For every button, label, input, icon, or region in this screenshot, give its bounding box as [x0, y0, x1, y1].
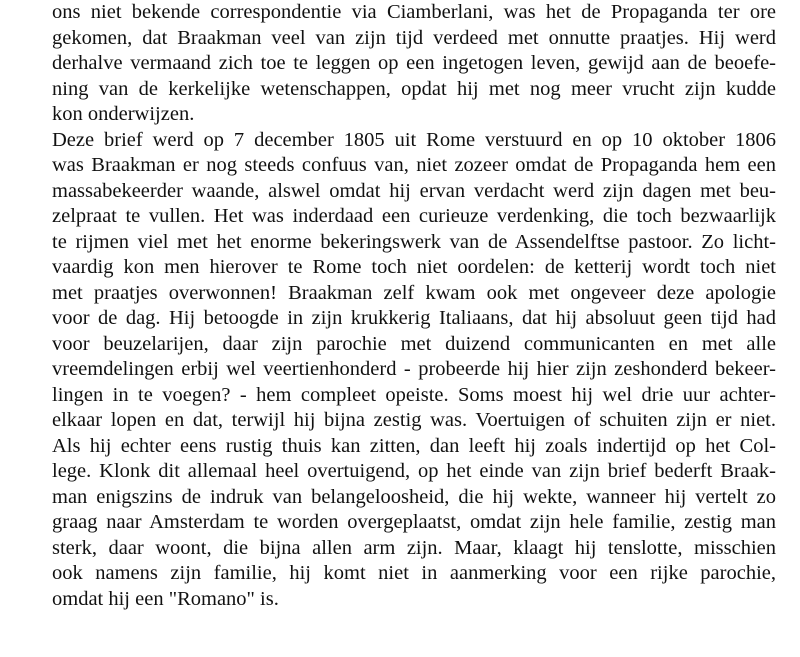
text-line: ning van de kerkelijke wetenschappen, opdat hij met nog meer vrucht zijn kudde	[52, 77, 776, 100]
text-line: massabekeerder waande, alswel omdat hij ervan verdacht werd zijn dagen met beu-	[52, 179, 776, 202]
text-line: graag naar Amsterdam te worden overgeplaatst, omdat zijn hele familie, zestig man	[52, 511, 776, 533]
text-line: kon onderwijzen.	[52, 103, 195, 125]
text-line: met praatjes overwonnen! Braakman zelf kwam ook met ongeveer deze apologie	[52, 281, 776, 304]
text-line: zelpraat te vullen. Het was inderdaad een curieuze verdenking, die toch bezwaarlijk	[52, 205, 776, 227]
text-line: voor de dag. Hij betoogde in zijn krukkerig Italiaans, dat hij absoluut geen tijd had	[52, 307, 776, 329]
text-line: derhalve vermaand zich toe te leggen op een ingetogen leven, gewijd aan de beoefe-	[52, 52, 776, 74]
text-line: vreemdelingen erbij wel veertienhonderd - probeerde hij hier zijn zeshonderd bekeer-	[52, 358, 776, 380]
text-line: omdat hij een "Romano" is.	[52, 587, 279, 610]
text-line: ook namens zijn familie, hij komt niet in aanmerking voor een rijke parochie,	[52, 562, 776, 584]
text-line: was Braakman er nog steeds confuus van, niet zozeer omdat de Propaganda hem een	[52, 154, 776, 176]
text-line: te rijmen viel met het enorme bekeringswerk van de Assendelftse pastoor. Zo licht-	[52, 230, 776, 253]
text-line: voor beuzelarijen, daar zijn parochie met duizend communicanten en met alle	[52, 332, 776, 355]
text-line: elkaar lopen en dat, terwijl hij bijna zestig was. Voertuigen of schuiten zijn er niet.	[52, 409, 776, 431]
text-line: sterk, daar woont, die bijna allen arm zijn. Maar, klaagt hij tenslotte, misschien	[52, 536, 776, 559]
text-line: Deze brief werd op 7 december 1805 uit Rome verstuurd en op 10 oktober 1806	[52, 128, 776, 151]
text-line: vaardig kon men hierover te Rome toch niet oordelen: de ketterij wordt toch niet	[52, 256, 776, 278]
text-line: man enigszins de indruk van belangeloosheid, die hij wekte, wanneer hij vertelt zo	[52, 485, 776, 508]
text-line: Als hij echter eens rustig thuis kan zitten, dan leeft hij zoals indertijd op het Col-	[52, 434, 776, 457]
paragraph-2	[52, 128, 776, 613]
text-line: ons niet bekende correspondentie via Ciamberlani, was het de Propaganda ter ore	[52, 1, 776, 23]
paragraph-1	[52, 0, 776, 128]
text-line: lege. Klonk dit allemaal heel overtuigend, op het einde van zijn brief bederft Braak-	[52, 460, 776, 482]
text-line: lingen in te voegen? - hem compleet opeiste. Soms moest hij wel drie uur achter-	[52, 383, 776, 406]
text-line: gekomen, dat Braakman veel van zijn tijd verdeed met onnutte praatjes. Hij werd	[52, 26, 776, 49]
